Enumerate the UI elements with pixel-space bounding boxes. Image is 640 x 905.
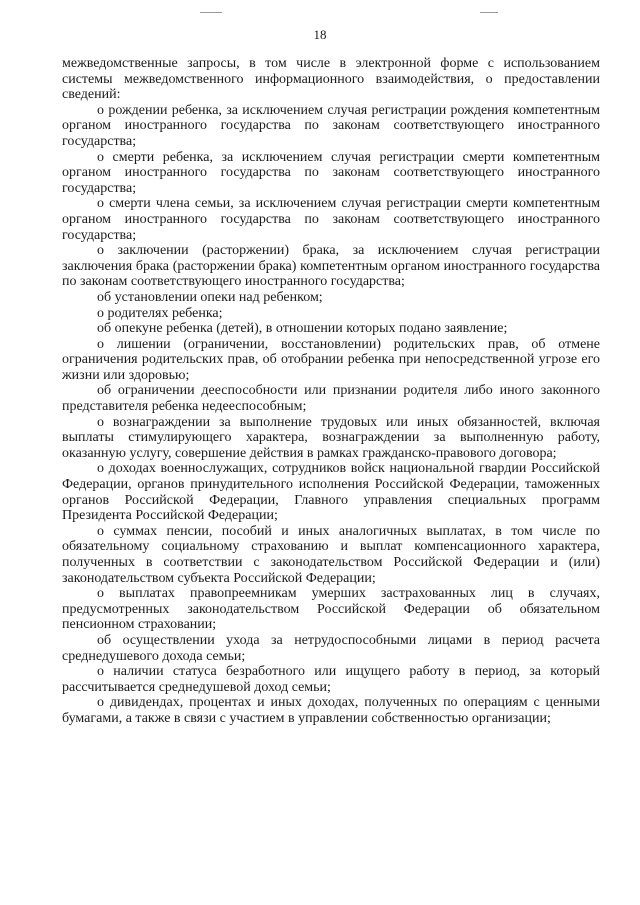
paragraph: об опекуне ребенка (детей), в отношении которых подано заявление; bbox=[97, 321, 508, 337]
paragraph: об ограничении дееспособности или признании родителя либо иного законного представителя ребенка недееспособным; bbox=[62, 383, 600, 415]
paragraph: о смерти члена семьи, за исключением случая регистрации смерти компетентным органом иностранного государства по законам соответствующего иностранного государства; bbox=[62, 196, 600, 243]
paragraph: о дивидендах, процентах и иных доходах, полученных по операциям с ценными бумагами, а также в связи с участием в управлении собственностью организации; bbox=[62, 695, 600, 726]
paragraph: о выплатах правопреемникам умерших застрахованных лиц в случаях, предусмотренных законодательством Российской Федерации об обязательном пенсионном страховании; bbox=[62, 586, 600, 633]
document-body bbox=[62, 56, 600, 727]
paragraph: о родителях ребенка; bbox=[97, 305, 223, 321]
paragraph: о лишении (ограничении, восстановлении) родительских прав, об отмене ограничения родительских прав, об отобрании ребенка при непосредственной угрозе его жизни или здоровью; bbox=[62, 336, 600, 383]
paragraph: о заключении (расторжении) брака, за исключением случая регистрации заключения брака (расторжении брака) компетентным органом иностранного государства по законам соответствующего иностранного государства; bbox=[62, 243, 600, 290]
paragraph: межведомственные запросы, в том числе в электронной форме с использованием системы межведомственного информационного взаимодействия, о предоставлении сведений: bbox=[62, 56, 600, 103]
paragraph: о рождении ребенка, за исключением случая регистрации рождения компетентным органом иностранного государства по законам соответствующего иностранного государства; bbox=[62, 102, 600, 149]
paragraph: о суммах пенсии, пособий и иных аналогичных выплатах, в том числе по обязательному социальному страхованию и выплат компенсационного характера, полученных в соответствии с законодательством Российской Федерации и (или) законодательством субъекта Российской Федерации; bbox=[62, 523, 600, 586]
paragraph: о наличии статуса безработного или ищущего работу в период, за который рассчитывается среднедушевой доход семьи; bbox=[62, 664, 600, 695]
page-number: 18 bbox=[313, 27, 327, 42]
paragraph: о доходах военнослужащих, сотрудников войск национальной гвардии Российской Федерации, органов принудительного исполнения Российской Федерации, таможенных органов Российской Федерации, Главного управления специальных программ Президента Российской Федерации; bbox=[62, 461, 600, 524]
paragraph: об осуществлении ухода за нетрудоспособными лицами в период расчета среднедушевого дохода семьи; bbox=[62, 632, 600, 664]
paragraph: о смерти ребенка, за исключением случая регистрации смерти компетентным органом иностранного государства по законам соответствующего иностранного государства; bbox=[62, 149, 600, 196]
scan-artifact bbox=[480, 12, 498, 13]
paragraph: об установлении опеки над ребенком; bbox=[97, 289, 323, 305]
paragraph: о вознаграждении за выполнение трудовых или иных обязанностей, включая выплаты стимулирующего характера, вознаграждении за выполненную работу, оказанную услугу, совершение действия в рамках гражданско-правового договора; bbox=[62, 414, 600, 461]
scan-artifact bbox=[200, 12, 222, 13]
